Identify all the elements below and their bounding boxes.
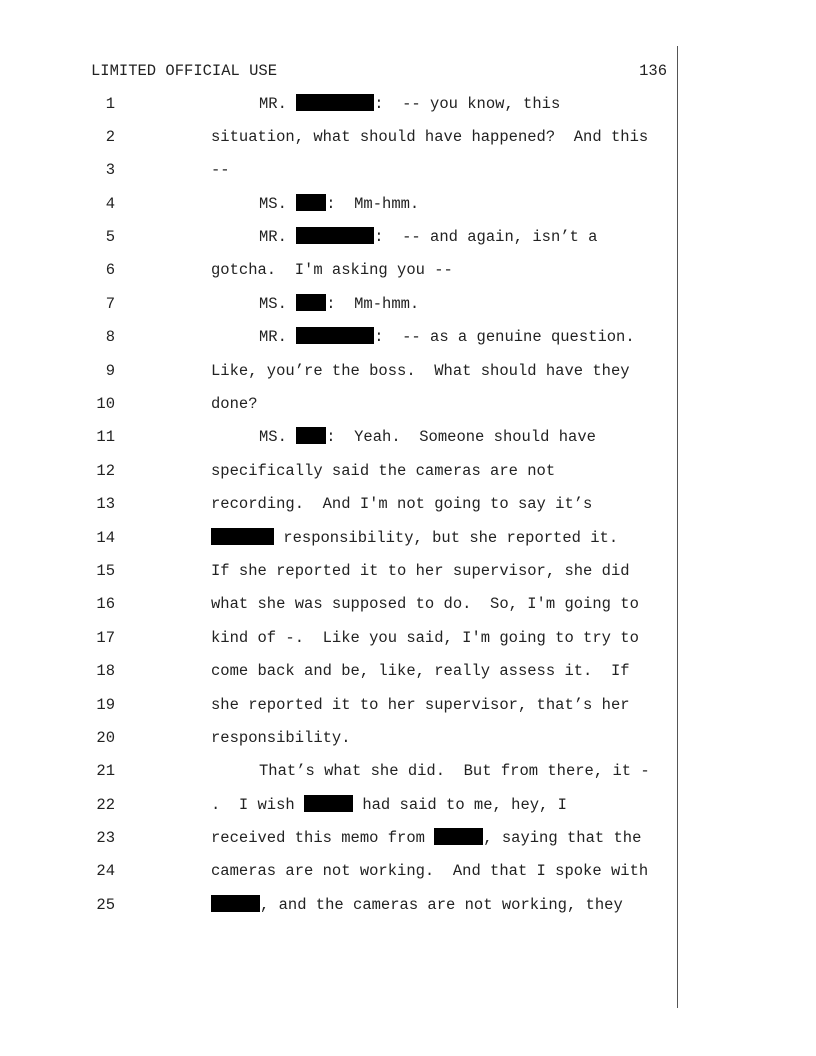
transcript-line [0,661,816,694]
text-segment: That’s what she did. But from there, it - [259,762,650,781]
line-number: 2 [105,127,115,146]
line-text [211,895,623,915]
line-text [211,795,567,815]
transcript-line [0,528,816,561]
text-segment: , saying that the [483,829,642,848]
line-number: 20 [96,728,115,747]
line-text [211,661,630,681]
transcript-line [0,895,816,928]
text-segment: what she was supposed to do. So, I'm going to [211,595,639,614]
line-number: 16 [96,595,115,614]
line-number: 7 [105,294,115,313]
line-text [211,494,592,514]
transcript-lines [0,94,816,929]
line-text [211,528,618,548]
line-number: 8 [105,328,115,347]
redaction-box [296,294,326,311]
line-text [259,94,560,114]
line-number: 14 [96,528,115,547]
text-segment: MR. [259,328,297,347]
text-segment: : Mm-hmm. [326,294,420,313]
redaction-box [296,427,326,444]
text-segment: MS. [259,428,297,447]
transcript-line [0,94,816,127]
text-segment: situation, what should have happened? And this [211,127,649,146]
transcript-line [0,795,816,828]
line-text [259,327,635,347]
line-text [211,828,641,848]
text-segment: If she reported it to her supervisor, she did [211,561,630,580]
classification-marking: LIMITED OFFICIAL USE [91,62,278,80]
transcript-line [0,761,816,794]
line-text [211,695,630,715]
text-segment: -- [211,161,230,180]
transcript-line [0,594,816,627]
text-segment: : Yeah. Someone should have [326,428,596,447]
redaction-box [211,528,274,545]
line-text [211,361,630,381]
text-segment: MR. [259,94,297,113]
transcript-line [0,494,816,527]
text-segment: come back and be, like, really assess it. If [211,662,630,681]
text-segment: : -- you know, this [374,94,561,113]
line-number: 23 [96,829,115,848]
line-number: 4 [105,194,115,213]
text-segment: . I wish [211,795,305,814]
transcript-line [0,394,816,427]
redaction-box [296,227,374,244]
text-segment: specifically said the cameras are not [211,461,556,480]
text-segment: MR. [259,228,297,247]
line-text [259,427,596,447]
text-segment: : Mm-hmm. [326,194,420,213]
transcript-line [0,160,816,193]
transcript-line [0,260,816,293]
text-segment: gotcha. I'm asking you -- [211,261,453,280]
text-segment: : -- as a genuine question. [374,328,635,347]
line-number: 6 [105,261,115,280]
line-text [211,728,351,748]
line-text [211,160,230,180]
transcript-line [0,427,816,460]
redaction-box [296,194,326,211]
transcript-line [0,828,816,861]
text-segment: MS. [259,194,297,213]
text-segment: done? [211,395,258,414]
line-text [259,194,419,214]
text-segment: responsibility. [211,728,351,747]
line-number: 13 [96,495,115,514]
line-text [211,628,639,648]
line-text [211,260,453,280]
line-number: 15 [96,561,115,580]
text-segment: MS. [259,294,297,313]
line-number: 11 [96,428,115,447]
line-number: 5 [105,228,115,247]
text-segment: cameras are not working. And that I spoke with [211,862,649,881]
line-text [211,461,555,481]
line-text [211,394,258,414]
text-segment: she reported it to her supervisor, that’s her [211,695,630,714]
line-text [259,294,419,314]
line-text [211,861,648,881]
line-text [211,127,648,147]
line-number: 12 [96,461,115,480]
redaction-box [434,828,483,845]
text-segment: recording. And I'm not going to say it’s [211,495,593,514]
redaction-box [211,895,260,912]
line-text [259,227,597,247]
line-number: 21 [96,762,115,781]
transcript-line [0,194,816,227]
transcript-line [0,294,816,327]
text-segment: , and the cameras are not working, they [260,895,623,914]
text-segment: : -- and again, isn’t a [374,228,598,247]
line-number: 3 [105,161,115,180]
transcript-line [0,461,816,494]
line-number: 10 [96,395,115,414]
transcript-line [0,361,816,394]
page-number: 136 [639,62,667,80]
transcript-line [0,561,816,594]
line-number: 9 [105,361,115,380]
redaction-box [296,327,374,344]
transcript-line [0,695,816,728]
line-text [211,594,639,614]
line-number: 25 [96,895,115,914]
line-text [259,761,650,781]
transcript-line [0,327,816,360]
line-number: 1 [105,94,115,113]
line-text [211,561,630,581]
text-segment: received this memo from [211,829,435,848]
transcript-line [0,127,816,160]
text-segment: responsibility, but she reported it. [274,528,619,547]
transcript-line [0,728,816,761]
redaction-box [296,94,374,111]
text-segment: Like, you’re the boss. What should have they [211,361,630,380]
line-number: 18 [96,662,115,681]
line-number: 17 [96,628,115,647]
transcript-line [0,227,816,260]
line-number: 24 [96,862,115,881]
redaction-box [304,795,353,812]
transcript-line [0,861,816,894]
transcript-line [0,628,816,661]
text-segment: kind of -. Like you said, I'm going to try to [211,628,639,647]
line-number: 22 [96,795,115,814]
line-number: 19 [96,695,115,714]
text-segment: had said to me, hey, I [353,795,567,814]
